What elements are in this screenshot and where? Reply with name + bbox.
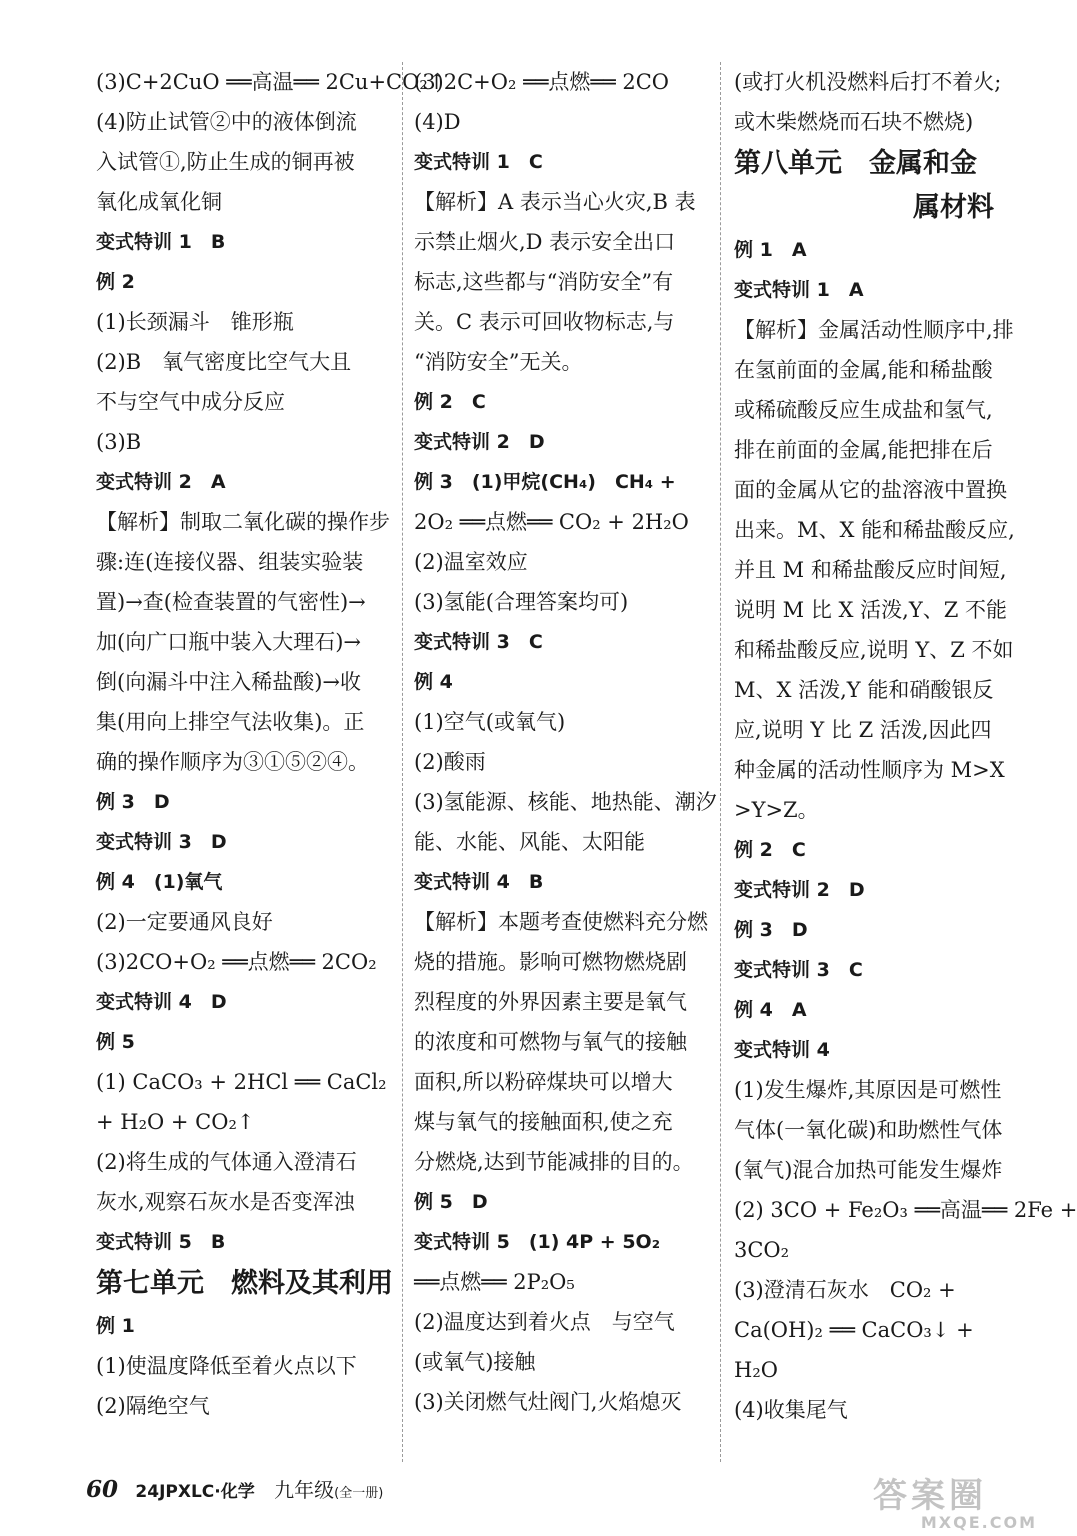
answer-label: 例 3 (1)甲烷(CH₄) CH₄ + — [414, 471, 676, 493]
page-number: 60 — [86, 1476, 119, 1503]
unit-heading: 属材料 — [913, 192, 994, 223]
answer-label: 例 1 — [96, 1315, 135, 1337]
answer-line: 3CO₂ — [734, 1238, 790, 1262]
book-code: 24JPXLC·化学 — [135, 1482, 255, 1502]
answer-line: “消防安全”无关。 — [414, 350, 583, 374]
answer-label: 例 4 A — [734, 999, 807, 1021]
answer-label: 变式特训 4 D — [96, 991, 227, 1013]
answer-line: (4)防止试管②中的液体倒流 — [96, 110, 357, 134]
answer-label: 变式特训 5 (1) 4P + 5O₂ — [414, 1231, 661, 1253]
answer-line: H₂O — [734, 1358, 778, 1382]
answer-label: 变式特训 5 B — [96, 1231, 226, 1253]
answer-label: 变式特训 2 D — [734, 879, 865, 901]
answer-label: 例 5 — [96, 1031, 135, 1053]
answer-line: 不与空气中成分反应 — [96, 390, 285, 414]
answer-line: (3)2C+O₂ ══点燃══ 2CO — [414, 70, 669, 94]
answer-label: 变式特训 1 B — [96, 231, 226, 253]
unit-heading: 第八单元 金属和金 — [734, 148, 977, 179]
answer-line: 骤:连(连接仪器、组装实验装 — [96, 550, 364, 574]
column-divider — [720, 62, 721, 1462]
answer-line: 排在前面的金属,能把排在后 — [734, 438, 993, 462]
answer-line: 的浓度和可燃物与氧气的接触 — [414, 1030, 687, 1054]
answer-line: 【解析】本题考查使燃料充分燃 — [414, 910, 708, 934]
answer-line: 确的操作顺序为③①⑤②④。 — [96, 750, 369, 774]
answer-label: 变式特训 3 C — [734, 959, 863, 981]
answer-line: (3)氢能源、核能、地热能、潮汐 — [414, 790, 717, 814]
answer-line: 【解析】A 表示当心火灾,B 表 — [414, 190, 696, 214]
answer-label: 例 2 — [96, 271, 135, 293]
answer-line: 示禁止烟火,D 表示安全出口 — [414, 230, 676, 254]
answer-label: 例 2 C — [734, 839, 806, 861]
answer-line: (4)收集尾气 — [734, 1398, 848, 1422]
answer-line: (1) CaCO₃ + 2HCl ══ CaCl₂ — [96, 1070, 387, 1094]
answer-line: 种金属的活动性顺序为 M>X — [734, 758, 1005, 782]
answer-line: (3)C+2CuO ══高温══ 2Cu+CO₂↑ — [96, 70, 446, 94]
answer-line: 或稀硫酸反应生成盐和氢气, — [734, 398, 993, 422]
answer-line: (2)B 氧气密度比空气大且 — [96, 350, 352, 374]
grade-label: 九年级 — [274, 1478, 335, 1502]
answer-line: 能、水能、风能、太阳能 — [414, 830, 645, 854]
answer-line: (2)温度达到着火点 与空气 — [414, 1310, 675, 1334]
answer-label: 变式特训 1 A — [734, 279, 864, 301]
answer-label: 变式特训 4 — [734, 1039, 830, 1061]
answer-line: 氧化成氧化铜 — [96, 190, 222, 214]
answer-line: 应,说明 Y 比 Z 活泼,因此四 — [734, 718, 992, 742]
answer-label: 例 5 D — [414, 1191, 488, 1213]
answer-label: 例 3 D — [734, 919, 808, 941]
answer-line: (2)将生成的气体通入澄清石 — [96, 1150, 357, 1174]
answer-label: 变式特训 2 D — [414, 431, 545, 453]
answer-line: 集(用向上排空气法收集)。正 — [96, 710, 365, 734]
answer-label: 变式特训 1 C — [414, 151, 543, 173]
answer-column-right — [734, 62, 1077, 1430]
answer-line: (3)氢能(合理答案均可) — [414, 590, 629, 614]
answer-line: (1)长颈漏斗 锥形瓶 — [96, 310, 294, 334]
answer-line: 煤与氧气的接触面积,使之充 — [414, 1110, 673, 1134]
answer-line: (2)酸雨 — [414, 750, 486, 774]
unit-heading: 第七单元 燃料及其利用 — [96, 1268, 393, 1299]
answer-line: (或氧气)接触 — [414, 1350, 536, 1374]
answer-label: 例 3 D — [96, 791, 170, 813]
answer-line: (1)发生爆炸,其原因是可燃性 — [734, 1078, 1002, 1102]
answer-label: 例 4 (1)氧气 — [96, 871, 223, 893]
answer-line: 或木柴燃烧而石块不燃烧) — [734, 110, 974, 134]
answer-line: 2O₂ ══点燃══ CO₂ + 2H₂O — [414, 510, 689, 534]
answer-column-middle — [414, 62, 717, 1422]
answer-label: 变式特训 4 B — [414, 871, 544, 893]
answer-line: 入试管①,防止生成的铜再被 — [96, 150, 355, 174]
answer-line: >Y>Z。 — [734, 798, 819, 822]
answer-line: 倒(向漏斗中注入稀盐酸)→收 — [96, 670, 361, 694]
answer-line: 说明 M 比 X 活泼,Y、Z 不能 — [734, 598, 1007, 622]
answer-line: (3)关闭燃气灶阀门,火焰熄灭 — [414, 1390, 682, 1414]
watermark-text: 答案圈 — [873, 1476, 987, 1516]
answer-line: 置)→查(检查装置的气密性)→ — [96, 590, 366, 614]
answer-line: 出来。M、X 能和稀盐酸反应, — [734, 518, 1015, 542]
answer-line: 气体(一氧化碳)和助燃性气体 — [734, 1118, 1003, 1142]
answer-label: 变式特训 3 C — [414, 631, 543, 653]
answer-line: (氧气)混合加热可能发生爆炸 — [734, 1158, 1003, 1182]
answer-line: 和稀盐酸反应,说明 Y、Z 不如 — [734, 638, 1014, 662]
volume-label: (全一册) — [334, 1486, 384, 1501]
answer-line: (3)2CO+O₂ ══点燃══ 2CO₂ — [96, 950, 377, 974]
answer-line: (2)温室效应 — [414, 550, 528, 574]
answer-line: 关。C 表示可回收物标志,与 — [414, 310, 675, 334]
column-divider — [402, 62, 403, 1462]
answer-label: 例 2 C — [414, 391, 486, 413]
answer-line: 加(向广口瓶中装入大理石)→ — [96, 630, 361, 654]
answer-line: (2)隔绝空气 — [96, 1394, 210, 1418]
answer-column-left — [96, 62, 446, 1426]
answer-line: (2)一定要通风良好 — [96, 910, 273, 934]
answer-line: M、X 活泼,Y 能和硝酸银反 — [734, 678, 994, 702]
answer-line: (3)B — [96, 430, 142, 454]
answer-line: (3)澄清石灰水 CO₂ + — [734, 1278, 956, 1302]
watermark-logo — [873, 1478, 1043, 1532]
answer-line: 并且 M 和稀盐酸反应时间短, — [734, 558, 1007, 582]
answer-line: 烧的措施。影响可燃物燃烧剧 — [414, 950, 687, 974]
answer-line: (或打火机没燃料后打不着火; — [734, 70, 1002, 94]
page-footer — [86, 1470, 383, 1510]
answer-line: 标志,这些都与“消防安全”有 — [414, 270, 674, 294]
answer-line: (4)D — [414, 110, 461, 134]
answer-line: 在氢前面的金属,能和稀盐酸 — [734, 358, 993, 382]
answer-label: 例 4 — [414, 671, 453, 693]
answer-line: 【解析】制取二氧化碳的操作步 — [96, 510, 390, 534]
answer-line: 分燃烧,达到节能减排的目的。 — [414, 1150, 694, 1174]
answer-line: (1)空气(或氧气) — [414, 710, 566, 734]
answer-label: 例 1 A — [734, 239, 807, 261]
answer-label: 变式特训 2 A — [96, 471, 226, 493]
answer-line: ══点燃══ 2P₂O₅ — [414, 1270, 575, 1294]
answer-line: (2) 3CO + Fe₂O₃ ══高温══ 2Fe + — [734, 1198, 1077, 1222]
watermark-url: MXQE.COM — [920, 1513, 1037, 1532]
answer-line: 面积,所以粉碎煤块可以增大 — [414, 1070, 673, 1094]
answer-line: (1)使温度降低至着火点以下 — [96, 1354, 357, 1378]
answer-line: 灰水,观察石灰水是否变浑浊 — [96, 1190, 355, 1214]
answer-line: Ca(OH)₂ ══ CaCO₃↓ + — [734, 1318, 974, 1342]
answer-label: 变式特训 3 D — [96, 831, 227, 853]
answer-line: 烈程度的外界因素主要是氧气 — [414, 990, 687, 1014]
answer-line: 面的金属从它的盐溶液中置换 — [734, 478, 1007, 502]
answer-line: 【解析】金属活动性顺序中,排 — [734, 318, 1014, 342]
answer-line: + H₂O + CO₂↑ — [96, 1110, 255, 1134]
